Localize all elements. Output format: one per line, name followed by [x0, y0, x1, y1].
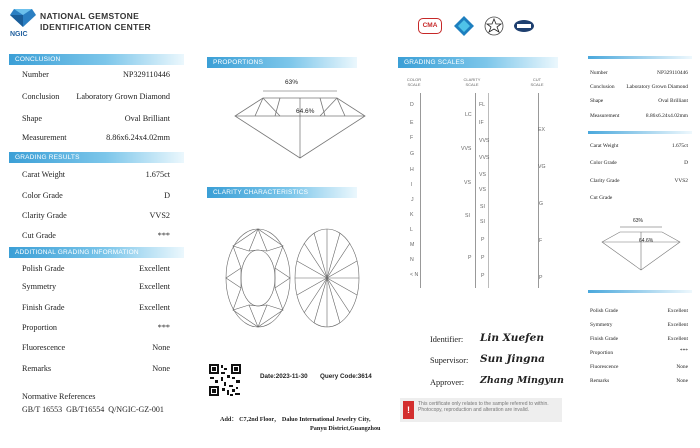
summary-label: Conclusion [590, 84, 615, 90]
summary-label: Cut Grade [590, 195, 613, 201]
org-name-line2: IDENTIFICATION CENTER [40, 22, 151, 32]
cut-scale-column [528, 93, 552, 288]
clarity-group: P [468, 255, 472, 261]
additional-table [22, 264, 170, 379]
summary-label: Fluorescence [590, 364, 619, 370]
summary-value: None [676, 364, 688, 370]
cut-grade: VG [538, 164, 546, 170]
section-grading-scales: GRADING SCALES [398, 57, 558, 68]
clarity-group: VS [464, 180, 471, 186]
summary-label: Measurement [590, 113, 620, 119]
summary-depth-percent: 64.6% [639, 238, 654, 244]
color-grade: F [410, 135, 414, 141]
cma-mark-text: CMA [422, 22, 438, 29]
clarity-group: LC [465, 112, 472, 118]
qr-code [208, 363, 242, 397]
section-proportions: PROPORTIONS [207, 57, 357, 68]
normative-title: Normative References [22, 392, 96, 401]
disclaimer-box [400, 398, 562, 422]
warning-icon: ! [403, 401, 414, 419]
field-value: Excellent [139, 282, 170, 291]
section-conclusion: CONCLUSION [9, 54, 184, 65]
field-value: Excellent [139, 264, 170, 273]
section-additional: ADDITIONAL GRADING INFORMATION [9, 247, 184, 258]
summary-label: Color Grade [590, 160, 617, 166]
cut-grade: F [539, 238, 543, 244]
clarity-grade: VVS [479, 155, 490, 161]
field-value: VVS2 [149, 211, 170, 220]
field-label: Conclusion [22, 92, 60, 101]
conclusion-row [22, 114, 170, 126]
approver-signature: Zhang Mingyun [480, 375, 564, 386]
summary-label: Remarks [590, 378, 610, 384]
ngic-logo-text: NGIC [10, 31, 28, 38]
summary-label: Number [590, 70, 608, 76]
clarity-group: SI [465, 213, 470, 219]
conclusion-row [22, 133, 170, 145]
field-value: None [152, 364, 170, 373]
field-label: Remarks [22, 364, 52, 373]
color-grade: D [410, 102, 414, 108]
summary-value: None [676, 378, 688, 384]
clarity-grade: P [481, 255, 485, 261]
depth-percent: 64.6% [296, 108, 315, 115]
clarity-grade: P [481, 237, 485, 243]
identifier-label: Identifier: [430, 335, 464, 344]
field-value: NP329110446 [122, 70, 170, 79]
color-grade: E [410, 120, 414, 126]
field-label: Symmetry [22, 282, 57, 291]
summary-block-2 [590, 143, 688, 203]
summary-table-percent: 63% [633, 218, 644, 224]
clarity-grade: IF [479, 120, 484, 126]
field-value: Laboratory Grown Diamond [76, 92, 170, 101]
clarity-scale-head: CLARITY SCALE [463, 77, 481, 87]
summary-value: Laboratory Grown Diamond [626, 84, 688, 90]
clarity-grade: SI [480, 219, 485, 225]
mra-mark-icon [513, 18, 535, 34]
cut-grade: P [539, 275, 543, 281]
field-label: Fluorescence [22, 343, 66, 352]
summary-value: NP329110446 [657, 70, 688, 76]
field-value: *** [157, 323, 170, 332]
summary-value: Oval Brilliant [658, 98, 688, 104]
field-label: Polish Grade [22, 264, 65, 273]
cert-marks [418, 16, 548, 38]
cma-mark [418, 18, 442, 34]
address-line2: Panyu District,Guangzhou [310, 425, 381, 432]
summary-value: VVS2 [674, 178, 688, 184]
org-name-line1: NATIONAL GEMSTONE [40, 11, 140, 21]
summary-value: D [684, 160, 688, 166]
color-grade: J [411, 197, 414, 203]
identifier-signature: Lin Xuefen [480, 332, 544, 344]
summary-label: Shape [590, 98, 604, 104]
query-code: Query Code:3614 [320, 373, 372, 380]
color-scale-column [410, 93, 430, 288]
grading-table [22, 170, 170, 245]
summary-label: Symmetry [590, 322, 613, 328]
normative-text: GB/T 16553 GB/T16554 Q/NGIC-GZ-001 [22, 405, 164, 414]
cnas-icon [454, 16, 474, 36]
disclaimer-text: This certificate only relates to the sample referred to within. Photocopy, reproduction and alteration are invalid. [418, 401, 549, 413]
clarity-group: VVS [461, 146, 472, 152]
conclusion-row [22, 70, 170, 82]
summary-value: 1.675ct [671, 143, 688, 149]
color-grade: < N [410, 272, 419, 278]
clarity-grade: VS [479, 187, 486, 193]
field-value: 8.86x6.24x4.02mm [106, 133, 170, 142]
color-grade: M [410, 242, 415, 248]
address-line1: Add： C7,2nd Floor， Daluo International Jewelry City, [220, 416, 371, 423]
section-clarity: CLARITY CHARACTERISTICS [207, 187, 357, 198]
summary-value: Excellent [667, 308, 688, 314]
report-date: Date:2023-11-30 [260, 373, 308, 380]
field-value: 1.675ct [145, 170, 170, 179]
field-label: Shape [22, 114, 43, 123]
field-value: None [152, 343, 170, 352]
table-percent: 63% [285, 79, 299, 86]
field-label: Carat Weight [22, 170, 66, 179]
clarity-grade: FL [479, 102, 486, 108]
color-grade: I [411, 182, 413, 188]
summary-value: Excellent [667, 336, 688, 342]
color-grade: K [410, 212, 414, 218]
color-grade: L [410, 227, 413, 233]
supervisor-label: Supervisor: [430, 356, 469, 365]
summary-bar-mid [588, 131, 692, 134]
field-label: Cut Grade [22, 231, 56, 240]
clarity-scale-column [462, 93, 492, 288]
summary-proportion-diagram [596, 222, 686, 272]
summary-bar-bottom [588, 290, 692, 293]
section-grading-results: GRADING RESULTS [9, 152, 184, 163]
cut-grade: EX [538, 127, 545, 133]
summary-label: Proportion [590, 350, 614, 356]
field-label: Finish Grade [22, 303, 65, 312]
clarity-grade: VS [479, 172, 486, 178]
summary-label: Polish Grade [590, 308, 618, 314]
summary-label: Clarity Grade [590, 178, 620, 184]
proportion-diagram [225, 78, 375, 160]
clarity-grade: SI [480, 204, 485, 210]
summary-label: Carat Weight [590, 143, 619, 149]
cut-grade: G [539, 201, 544, 207]
color-grade: G [410, 151, 415, 157]
field-value: *** [157, 231, 170, 240]
ngic-logo [10, 7, 36, 38]
field-value: D [164, 191, 170, 200]
signature-block [430, 331, 590, 391]
ngic-diamond-icon [10, 7, 36, 27]
color-grade: N [410, 257, 414, 263]
field-label: Number [22, 70, 49, 79]
summary-bar-top [588, 56, 692, 59]
field-label: Clarity Grade [22, 211, 67, 220]
ilac-star-icon [484, 16, 504, 36]
summary-block-1 [590, 70, 688, 122]
clarity-grade: P [481, 273, 485, 279]
clarity-plot-pavilion [294, 228, 360, 328]
field-value: Excellent [139, 303, 170, 312]
summary-block-3 [590, 308, 688, 388]
summary-value: *** [679, 348, 688, 354]
field-label: Color Grade [22, 191, 63, 200]
summary-label: Finish Grade [590, 336, 618, 342]
clarity-plot-crown [225, 228, 291, 328]
supervisor-signature: Sun Jingna [480, 353, 545, 365]
color-grade: H [410, 167, 414, 173]
color-scale-head: COLOR SCALE [406, 77, 422, 87]
clarity-grade: VVS [479, 138, 490, 144]
field-value: Oval Brilliant [124, 114, 170, 123]
approver-label: Approver: [430, 378, 465, 387]
field-label: Measurement [22, 133, 67, 142]
summary-value: Excellent [667, 322, 688, 328]
summary-value: 8.86x6.24x4.02mm [645, 113, 688, 119]
cut-scale-head: CUT SCALE [530, 77, 544, 87]
conclusion-table [22, 70, 170, 150]
conclusion-row [22, 92, 170, 104]
field-label: Proportion [22, 323, 58, 332]
